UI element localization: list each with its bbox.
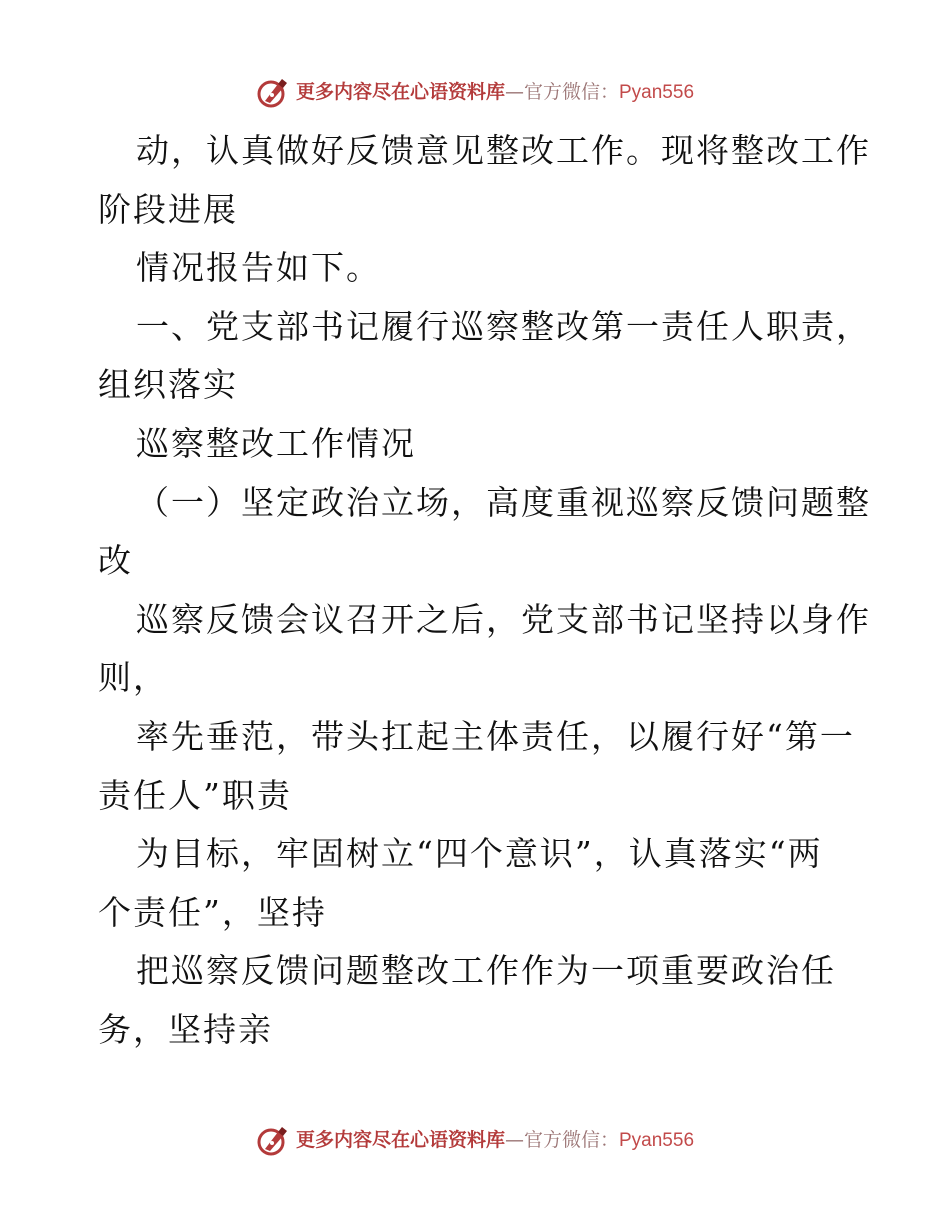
body-line: 务，坚持亲 (98, 1009, 273, 1049)
subsection-heading-line: 改 (98, 541, 133, 581)
body-line: 为目标，牢固树立“四个意识”，认真落实“两 (136, 834, 823, 874)
body-line: 情况报告如下。 (136, 248, 381, 288)
pen-nib-logo-icon (256, 1123, 290, 1157)
footer-wechat-id: Pyan556 (619, 1129, 695, 1151)
body-line: 把巡察反馈问题整改工作作为一项重要政治任 (136, 951, 836, 991)
footer-banner (0, 1118, 950, 1162)
footer-brand-text: 更多内容尽在心语资料库 (295, 1128, 505, 1151)
header-wechat-id: Pyan556 (619, 81, 695, 103)
body-line: 动，认真做好反馈意见整改工作。现将整改工作 (136, 131, 871, 170)
document-body (98, 122, 871, 1060)
body-line: 则， (98, 658, 168, 698)
body-line: 阶段进展 (98, 189, 238, 229)
footer-banner-text (296, 1123, 694, 1158)
subsection-heading-line: （一）坚定政治立场，高度重视巡察反馈问题整 (136, 482, 871, 522)
header-banner-text (296, 75, 694, 110)
header-separator: — (504, 80, 524, 103)
section-heading-line: 巡察整改工作情况 (136, 423, 416, 463)
section-heading-line: 一、党支部书记履行巡察整改第一责任人职责， (136, 306, 871, 346)
section-heading-line: 组织落实 (98, 365, 238, 405)
body-line: 个责任”，坚持 (98, 892, 327, 932)
body-line: 责任人”职责 (98, 775, 292, 815)
header-brand-text: 更多内容尽在心语资料库 (295, 80, 505, 103)
header-banner (0, 70, 950, 114)
body-line: 巡察反馈会议召开之后，党支部书记坚持以身作 (136, 599, 871, 639)
footer-wechat-label: 官方微信： (523, 1128, 619, 1151)
footer-separator: — (504, 1128, 524, 1151)
header-wechat-label: 官方微信： (523, 80, 619, 103)
pen-nib-logo-icon (256, 75, 290, 109)
body-line: 率先垂范，带头扛起主体责任，以履行好“第一 (136, 716, 855, 756)
